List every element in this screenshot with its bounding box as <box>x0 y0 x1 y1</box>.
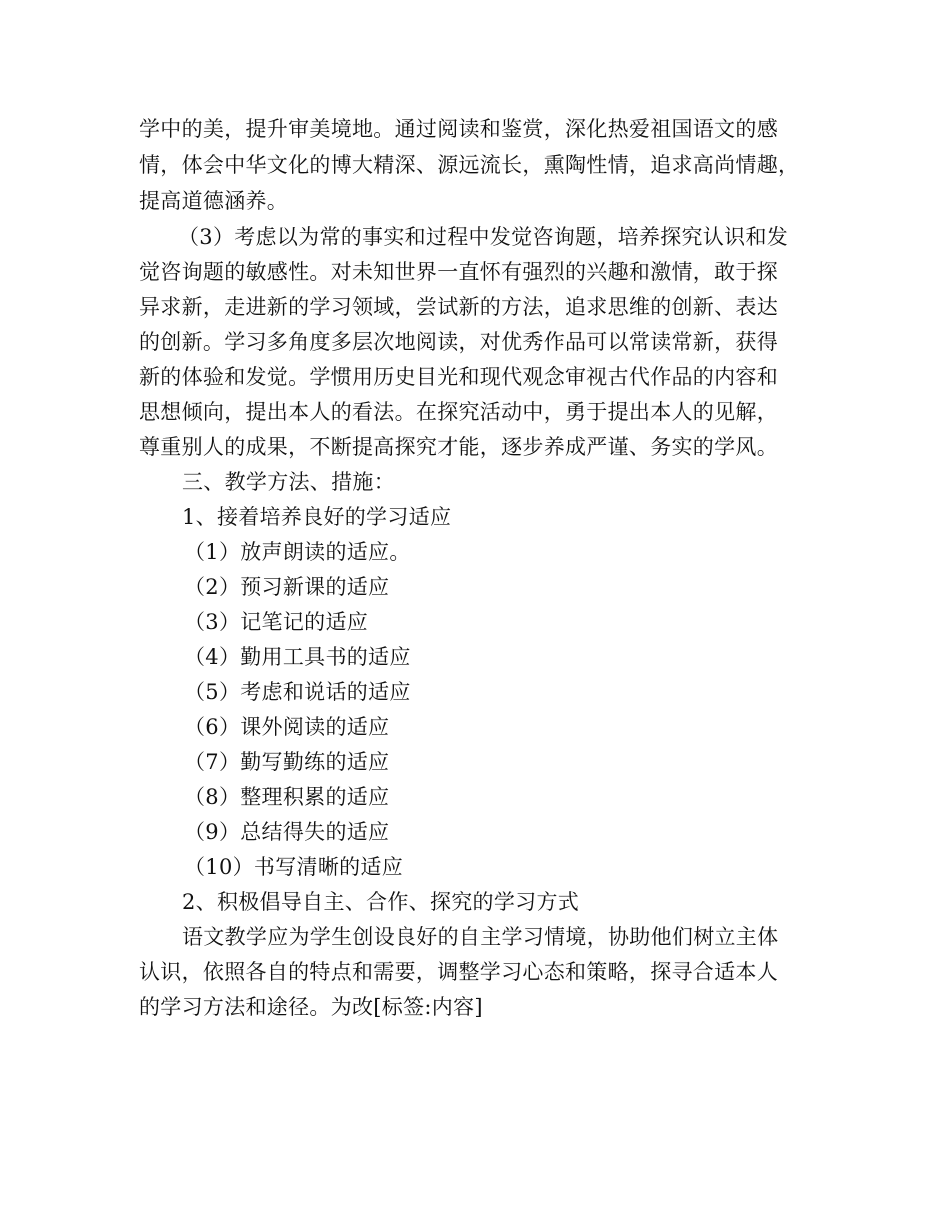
paragraph-3-line-3: 的学习方法和途径。为改[标签:内容] <box>139 995 483 1019</box>
paragraph-1-line-2: 情，体会中华文化的博大精深、源远流长，熏陶性情，追求高尚情趣， <box>139 153 800 177</box>
habit-item-8: （8）整理积累的适应 <box>184 785 390 809</box>
habit-item-1: （1）放声朗读的适应。 <box>184 540 411 564</box>
paragraph-3-line-2: 认识，依照各自的特点和需要，调整学习心态和策略，探寻合适本人 <box>139 960 778 984</box>
paragraph-2-line-3: 异求新，走进新的学习领域，尝试新的方法，追求思维的创新、表达 <box>139 295 778 319</box>
habit-item-3: （3）记笔记的适应 <box>184 610 369 634</box>
paragraph-2-line-2: 觉咨询题的敏感性。对未知世界一直怀有强烈的兴趣和激情，敢于探 <box>139 260 778 284</box>
paragraph-2-line-5: 新的体验和发觉。学惯用历史目光和现代观念审视古代作品的内容和 <box>139 365 778 389</box>
habit-item-4: （4）勤用工具书的适应 <box>184 645 411 669</box>
paragraph-2-line-7: 尊重别人的成果，不断提高探究才能，逐步养成严谨、务实的学风。 <box>139 435 778 459</box>
paragraph-1-line-1: 学中的美，提升审美境地。通过阅读和鉴赏，深化热爱祖国语文的感 <box>139 117 778 141</box>
paragraph-2-line-6: 思想倾向，提出本人的看法。在探究活动中，勇于提出本人的见解， <box>139 400 778 424</box>
habit-item-7: （7）勤写勤练的适应 <box>184 750 390 774</box>
paragraph-2-line-4: 的创新。学习多角度多层次地阅读，对优秀作品可以常读常新，获得 <box>139 330 778 354</box>
paragraph-1-line-3: 提高道德涵养。 <box>139 189 289 213</box>
paragraph-2-line-1: （3）考虑以为常的事实和过程中发觉咨询题，培养探究认识和发 <box>178 225 789 249</box>
habit-item-10: （10）书写清晰的适应 <box>184 855 404 879</box>
habit-item-2: （2）预习新课的适应 <box>184 575 390 599</box>
habit-item-9: （9）总结得失的适应 <box>184 820 390 844</box>
item-1-heading: 1、接着培养良好的学习适应 <box>182 505 452 529</box>
habit-item-5: （5）考虑和说话的适应 <box>184 680 411 704</box>
item-2-heading: 2、积极倡导自主、合作、探究的学习方式 <box>182 890 580 914</box>
paragraph-3-line-1: 语文教学应为学生创设良好的自主学习情境，协助他们树立主体 <box>182 925 779 949</box>
habit-item-6: （6）课外阅读的适应 <box>184 715 390 739</box>
section-heading: 三、教学方法、措施： <box>182 470 395 494</box>
